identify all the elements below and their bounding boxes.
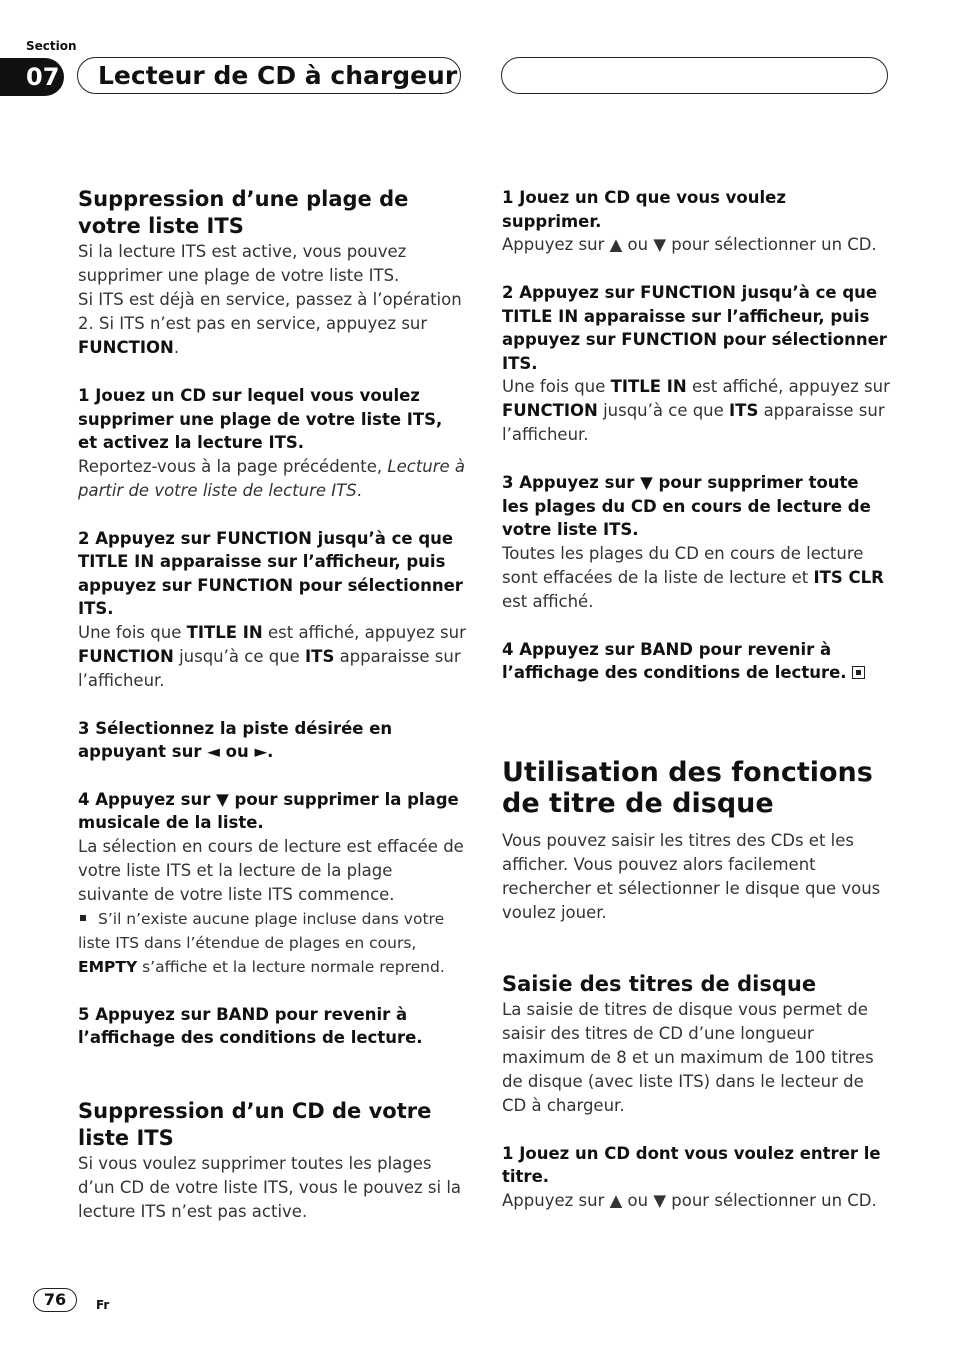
section-number-badge: 07: [0, 58, 64, 96]
note: S’il n’existe aucune plage incluse dans votre liste ITS dans l’étendue de plages en cours, EMPTY s’affiche et la lecture normale reprend.: [78, 909, 445, 976]
end-of-section-icon: [852, 666, 865, 679]
language-label: Fr: [96, 1298, 110, 1312]
square-bullet-icon: [80, 915, 86, 921]
page-number: 76: [33, 1288, 77, 1312]
step-heading: 3 Sélectionnez la piste désirée en appuyant sur ◄ ou ►.: [78, 718, 393, 761]
section-heading-enter-titles: Saisie des titres de disque: [502, 971, 817, 996]
paragraph: Reportez-vous à la page précédente, Lecture à partir de votre liste de lecture ITS.: [78, 456, 466, 500]
paragraph: Si ITS est déjà en service, passez à l’opération 2. Si ITS n’est pas en service, appuyez sur FUNCTION.: [78, 290, 462, 357]
paragraph: Vous pouvez saisir les titres des CDs et les afficher. Vous pouvez alors facilement rechercher et sélectionner le disque que vous voulez jouer.: [502, 830, 881, 922]
paragraph: Si vous voulez supprimer toutes les plages d’un CD de votre liste ITS, vous le pouvez si la lecture ITS n’est pas active.: [78, 1153, 462, 1221]
paragraph: Appuyez sur ▲ ou ▼ pour sélectionner un CD.: [502, 235, 877, 254]
paragraph: Une fois que TITLE IN est affiché, appuyez sur FUNCTION jusqu’à ce que ITS apparaisse sur l’afficheur.: [502, 377, 890, 444]
left-column: [78, 186, 466, 1224]
step-heading: 1 Jouez un CD que vous voulez supprimer.: [502, 188, 786, 231]
step-heading: 2 Appuyez sur FUNCTION jusqu’à ce que TITLE IN apparaisse sur l’afficheur, puis appuyez sur FUNCTION pour sélectionner ITS.: [78, 528, 463, 618]
step-heading: 2 Appuyez sur FUNCTION jusqu’à ce que TITLE IN apparaisse sur l’afficheur, puis appuyez sur FUNCTION pour sélectionner ITS.: [502, 283, 887, 373]
main-heading-disc-title: Utilisation des fonctions de titre de disque: [502, 756, 873, 819]
chapter-title: Lecteur de CD à chargeur: [77, 57, 461, 94]
header-empty-pill: [501, 57, 888, 94]
paragraph: Appuyez sur ▲ ou ▼ pour sélectionner un CD.: [502, 1190, 877, 1210]
step-heading: 4 Appuyez sur ▼ pour supprimer la plage musicale de la liste.: [78, 789, 459, 832]
step-heading: 3 Appuyez sur ▼ pour supprimer toute les plages du CD en cours de lecture de votre liste ITS.: [502, 473, 871, 539]
paragraph: Toutes les plages du CD en cours de lecture sont effacées de la liste de lecture et ITS CLR est affiché.: [502, 543, 884, 611]
right-column: [502, 186, 890, 1213]
step-heading: 4 Appuyez sur BAND pour revenir à l’affichage des conditions de lecture.: [502, 638, 890, 685]
display-term: FUNCTION: [78, 338, 174, 357]
paragraph: La saisie de titres de disque vous permet de saisir des titres de CD d’une longueur maximum de 8 et un maximum de 100 titres de disque (avec liste ITS) dans le lecteur de CD à chargeur.: [502, 999, 874, 1115]
step-heading: 1 Jouez un CD dont vous voulez entrer le titre.: [502, 1143, 881, 1186]
section-heading-delete-cd: Suppression d’un CD de votre liste ITS: [78, 1098, 432, 1150]
section-label: Section: [26, 39, 77, 53]
paragraph: Si la lecture ITS est active, vous pouvez supprimer une plage de votre liste ITS.: [78, 242, 407, 285]
paragraph: Une fois que TITLE IN est affiché, appuyez sur FUNCTION jusqu’à ce que ITS apparaisse sur l’afficheur.: [78, 622, 466, 690]
section-heading-delete-track: Suppression d’une plage de votre liste ITS: [78, 187, 409, 238]
step-heading: 1 Jouez un CD sur lequel vous voulez supprimer une plage de votre liste ITS, et activez la lecture ITS.: [78, 386, 443, 452]
paragraph: La sélection en cours de lecture est effacée de votre liste ITS et la lecture de la plage suivante de votre liste ITS commence.: [78, 836, 464, 904]
cross-reference: Lecture à partir de votre liste de lecture ITS: [78, 456, 466, 500]
step-heading: 5 Appuyez sur BAND pour revenir à l’affichage des conditions de lecture.: [78, 1004, 423, 1047]
